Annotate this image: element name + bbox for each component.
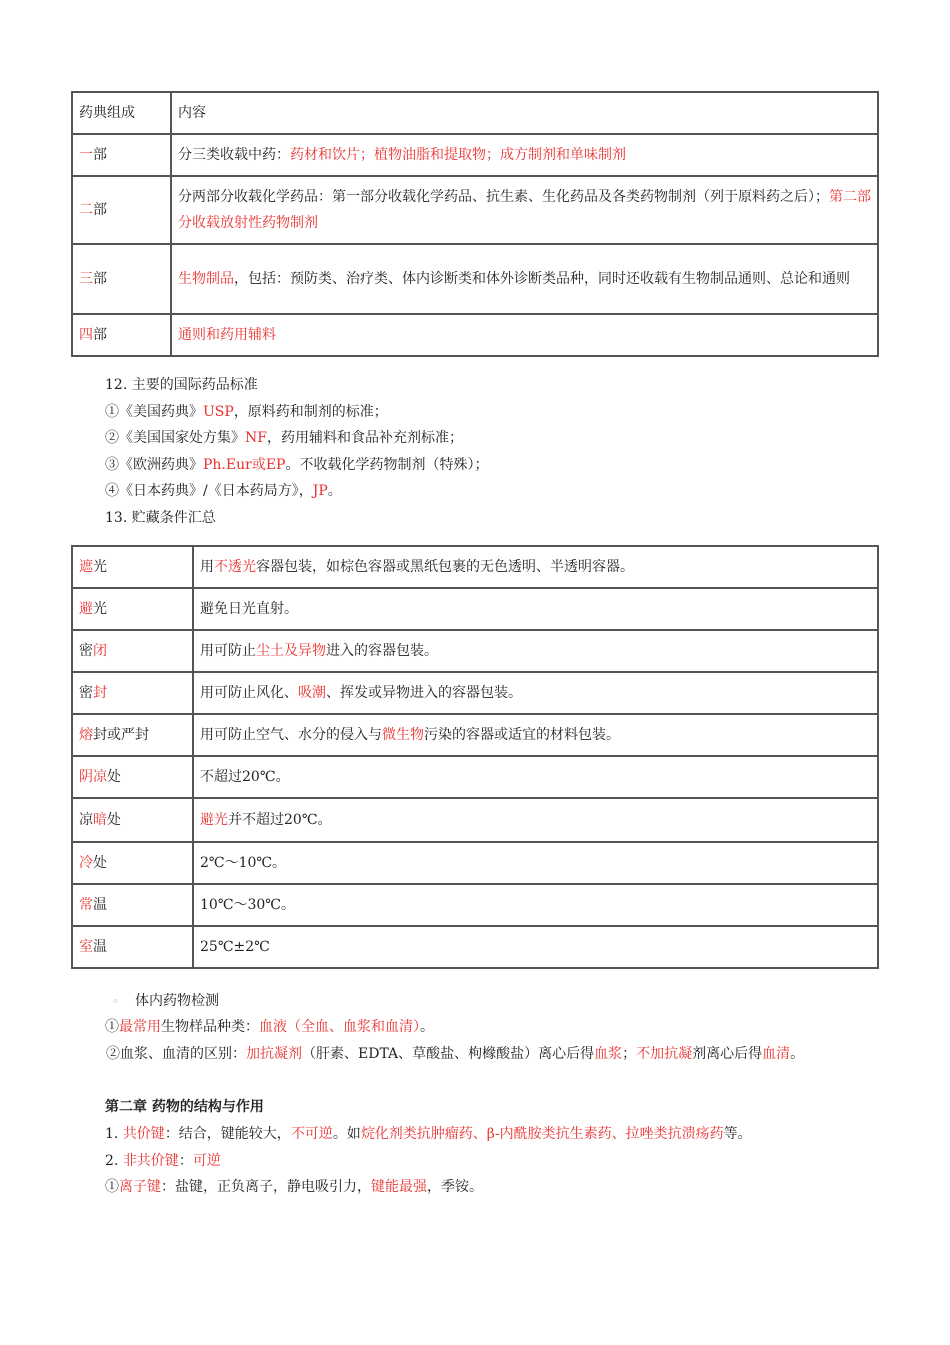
text-segment: 10℃～30℃。 — [200, 897, 295, 913]
text-segment: 部 — [93, 202, 107, 218]
highlight-text: USP — [203, 404, 234, 420]
storage-desc-cell — [193, 588, 878, 630]
text-segment: 光 — [93, 601, 107, 617]
highlight-text: Ph.Eur或EP — [203, 457, 286, 473]
table-row — [72, 630, 878, 672]
text-segment: 。如 — [332, 1126, 361, 1142]
content-cell — [171, 176, 878, 244]
text-segment: 生物样品种类： — [161, 1019, 259, 1035]
text-segment: 温 — [93, 897, 107, 913]
highlight-text: 阴凉 — [79, 769, 107, 785]
text-segment: 。不收载化学药物制剂（特殊）； — [285, 457, 489, 473]
part-cell — [72, 314, 171, 356]
text-segment: ：盐键，正负离子，静电吸引力， — [161, 1179, 371, 1195]
text-segment: ，包括：预防类、治疗类、体内诊断类和体外诊断类品种，同时还收载有生物制品通则、总论和通则 — [234, 271, 850, 287]
highlight-text: 可逆 — [192, 1153, 221, 1169]
text-segment: 部 — [93, 327, 107, 343]
text-segment: 剂离心后得 — [692, 1046, 763, 1062]
storage-conditions-table — [71, 545, 879, 969]
text-segment: 部 — [93, 147, 107, 163]
highlight-text: 二 — [79, 202, 93, 218]
highlight-text: 暗 — [93, 812, 107, 828]
highlight-text: 常 — [79, 897, 93, 913]
text-segment: ，药用辅料和食品补充剂标准； — [266, 430, 463, 446]
highlight-text: 尘土及异物 — [256, 643, 326, 659]
storage-desc-cell — [193, 714, 878, 756]
table-row — [72, 798, 878, 842]
content-cell — [171, 314, 878, 356]
table-row — [72, 546, 878, 588]
table-row — [72, 842, 878, 884]
bullet-icon: ◦ — [112, 995, 119, 1008]
header-cell: 内容 — [171, 92, 878, 134]
storage-desc-cell — [193, 672, 878, 714]
storage-term-cell — [72, 798, 193, 842]
highlight-text: 共价键 — [122, 1126, 165, 1142]
highlight-text: 三 — [79, 271, 93, 287]
highlight-text: 避 — [79, 601, 93, 617]
highlight-text: 血浆 — [594, 1046, 623, 1062]
highlight-text: 血液（全血、血浆和血清） — [259, 1019, 420, 1035]
text-segment: ，原料药和制剂的标准； — [233, 404, 388, 420]
content-cell — [171, 134, 878, 176]
highlight-text: 熔 — [79, 727, 93, 743]
text-segment: 用 — [200, 559, 214, 575]
text-segment: ① — [105, 1019, 119, 1035]
text-segment: ②血浆、血清的区别： — [106, 1046, 246, 1062]
text-segment: 处 — [93, 855, 107, 871]
highlight-text: 不可逆 — [290, 1126, 333, 1142]
text-segment: ③《欧洲药典》 — [105, 457, 203, 473]
text-segment: 凉 — [79, 812, 93, 828]
storage-term-cell — [72, 714, 193, 756]
text-segment: ① — [105, 1179, 119, 1195]
text-segment: 密 — [79, 685, 93, 701]
text-segment: 分两部分收载化学药品：第一部分收载化学药品、抗生素、生化药品及各类药物制剂（列于原料药之后）； — [178, 189, 829, 205]
storage-desc-cell — [193, 630, 878, 672]
storage-term-cell — [72, 630, 193, 672]
storage-desc-cell — [193, 842, 878, 884]
part-cell — [72, 176, 171, 244]
section-13-title: 13. 贮藏条件汇总 — [105, 510, 216, 526]
highlight-text: 通则和药用辅料 — [178, 327, 276, 343]
text-segment: 。 — [790, 1046, 805, 1062]
section-12-title: 12. 主要的国际药品标准 — [105, 377, 258, 393]
highlight-text: 药材和饮片；植物油脂和提取物；成方制剂和单味制剂 — [290, 147, 626, 163]
text-segment: 容器包装，如棕色容器或黑纸包裹的无色透明、半透明容器。 — [256, 559, 634, 575]
storage-term-cell — [72, 842, 193, 884]
text-segment: 用可防止风化、 — [200, 685, 298, 701]
chapter-title: 第二章 药物的结构与作用 — [105, 1099, 264, 1115]
table-row — [72, 314, 878, 356]
storage-term-cell — [72, 884, 193, 926]
highlight-text: 冷 — [79, 855, 93, 871]
text-segment: 。 — [420, 1019, 434, 1035]
highlight-text: 第二部分收载放射性药物制剂 — [178, 189, 871, 231]
text-segment: 温 — [93, 939, 107, 955]
pharmacopoeia-table — [71, 91, 879, 357]
highlight-text: 最常用 — [119, 1019, 161, 1035]
storage-desc-cell — [193, 926, 878, 968]
text-segment: 封或严封 — [93, 727, 149, 743]
table-row — [72, 714, 878, 756]
highlight-text: 吸潮 — [298, 685, 326, 701]
invivo-item — [71, 1041, 861, 1068]
storage-term-cell — [72, 546, 193, 588]
text-segment: 处 — [107, 812, 121, 828]
chapter-line — [105, 1177, 483, 1197]
highlight-text: JP — [312, 483, 328, 499]
table-row — [72, 176, 878, 244]
storage-desc-cell — [193, 884, 878, 926]
table-row — [72, 884, 878, 926]
invivo-heading — [112, 991, 219, 1012]
table-row — [72, 244, 878, 314]
highlight-text: 闭 — [93, 643, 107, 659]
storage-term-cell — [72, 926, 193, 968]
text-segment: 等。 — [723, 1126, 752, 1142]
text-segment: ②《美国国家处方集》 — [105, 430, 245, 446]
standard-item — [105, 481, 342, 501]
storage-term-cell — [72, 588, 193, 630]
text-segment: 避免日光直射。 — [200, 601, 298, 617]
text-segment: 光 — [93, 559, 107, 575]
text-segment: 污染的容器或适宜的材料包装。 — [424, 727, 620, 743]
text-segment: 进入的容器包装。 — [326, 643, 438, 659]
highlight-text: 生物制品 — [178, 271, 234, 287]
text-segment: （肝素、EDTA、草酸盐、枸橼酸盐）离心后得 — [302, 1046, 595, 1062]
text-segment: 部 — [93, 271, 107, 287]
text-segment: 密 — [79, 643, 93, 659]
invivo-item — [105, 1017, 434, 1037]
table-row — [72, 134, 878, 176]
storage-term-cell — [72, 672, 193, 714]
table-row — [72, 672, 878, 714]
text-segment: ，季铵。 — [427, 1179, 483, 1195]
text-segment: ； — [622, 1046, 637, 1062]
highlight-text: 封 — [93, 685, 107, 701]
standard-item — [105, 402, 388, 422]
highlight-text: 避光 — [200, 812, 228, 828]
invivo-title: 体内药物检测 — [134, 993, 219, 1009]
storage-term-cell — [72, 756, 193, 798]
text-segment: 、挥发或异物进入的容器包装。 — [326, 685, 522, 701]
content-cell — [171, 244, 878, 314]
text-segment: 25℃±2℃ — [200, 939, 270, 955]
highlight-text: 不加抗凝 — [636, 1046, 693, 1062]
highlight-text: NF — [245, 430, 267, 446]
part-cell — [72, 244, 171, 314]
text-segment: ①《美国药典》 — [105, 404, 203, 420]
text-segment: 处 — [107, 769, 121, 785]
chapter-line — [105, 1124, 752, 1144]
text-segment: 2℃～10℃。 — [200, 855, 287, 871]
text-segment: ： — [178, 1153, 193, 1169]
text-segment: 用可防止空气、水分的侵入与 — [200, 727, 382, 743]
table-row — [72, 588, 878, 630]
text-segment: 分三类收载中药： — [178, 147, 290, 163]
storage-desc-cell — [193, 798, 878, 842]
highlight-text: 血清 — [762, 1046, 791, 1062]
highlight-text: 非共价键 — [122, 1153, 179, 1169]
text-segment: 用可防止 — [200, 643, 256, 659]
text-segment: 。 — [327, 483, 342, 499]
highlight-text: 不透光 — [214, 559, 256, 575]
highlight-text: 离子键 — [119, 1179, 161, 1195]
storage-desc-cell — [193, 756, 878, 798]
table-row — [72, 756, 878, 798]
text-segment: 2. — [105, 1153, 123, 1169]
header-cell: 药典组成 — [72, 92, 171, 134]
storage-desc-cell — [193, 546, 878, 588]
text-segment: 1. — [105, 1126, 123, 1142]
text-segment: 并不超过20℃。 — [228, 812, 332, 828]
highlight-text: 室 — [79, 939, 93, 955]
standard-item — [105, 428, 463, 448]
text-segment: 不超过20℃。 — [200, 769, 290, 785]
highlight-text: 烷化剂类抗肿瘤药、β-内酰胺类抗生素药、拉唑类抗溃疡药 — [360, 1126, 724, 1142]
part-cell — [72, 134, 171, 176]
table-header-row — [72, 92, 878, 134]
highlight-text: 一 — [79, 147, 93, 163]
chapter-line — [105, 1151, 221, 1171]
highlight-text: 加抗凝剂 — [246, 1046, 302, 1062]
text-segment: ④《日本药典》/《日本药局方》， — [105, 483, 313, 499]
text-segment: ：结合，键能较大， — [164, 1126, 291, 1142]
table-row — [72, 926, 878, 968]
highlight-text: 微生物 — [382, 727, 424, 743]
standard-item — [105, 455, 488, 475]
highlight-text: 键能最强 — [371, 1179, 427, 1195]
highlight-text: 遮 — [79, 559, 93, 575]
highlight-text: 四 — [79, 327, 93, 343]
